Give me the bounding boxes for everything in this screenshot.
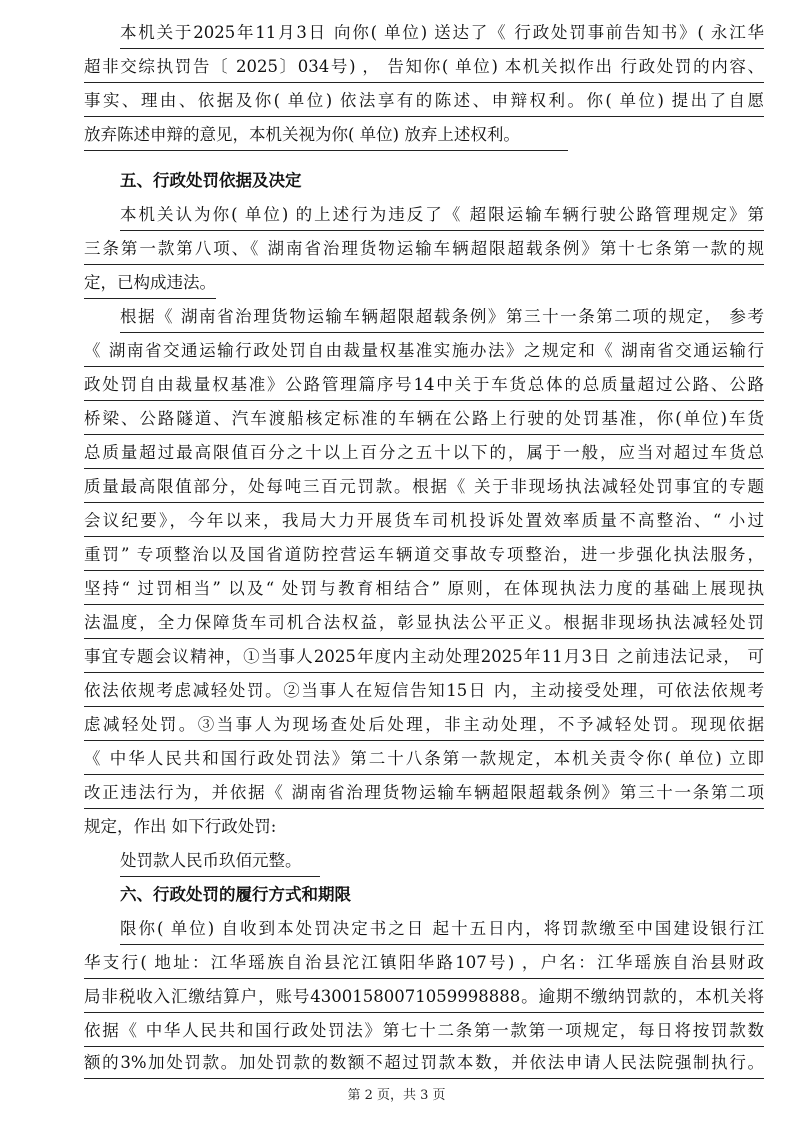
section5-para2-line-7: 会议纪要》，今年以来，我局大力开展货车司机投诉处置效率质量不高整治、“ 小过: [84, 506, 764, 537]
section5-para2-line-2: 《 湖南省交通运输行政处罚自由裁量权基准实施办法》之规定和《 湖南省交通运输行: [84, 336, 764, 367]
section5-para1-line-2: 三条第一款第八项、《 湖南省治理货物运输车辆超限超载条例》第十七条第一款的规: [84, 234, 764, 265]
section5-para1-line-1: 本机关认为你( 单位) 的上述行为违反了《 超限运输车辆行驶公路管理规定》第: [120, 200, 764, 231]
section5-para2-line-13: 虑减轻处罚。③当事人为现场查处后处理，非主动处理，不予减轻处罚。现现依据: [84, 710, 764, 741]
section5-para2-line-15: 改正违法行为，并依据《 湖南省治理货物运输车辆超限超载条例》第三十一条第二项: [84, 778, 764, 809]
section6-heading: 六、行政处罚的履行方式和期限: [120, 885, 351, 904]
penalty-amount: 处罚款人民币玖佰元整。: [120, 846, 320, 877]
section5-para1-line-3: 定，已构成违法。: [84, 268, 216, 299]
section5-para2-line-6: 质量最高限值部分，处每吨三百元罚款。根据《 关于非现场执法减轻处罚事宜的专题: [84, 472, 764, 503]
section5-para2-line-10: 法温度，全力保障货车司机合法权益，彰显执法公平正义。根据非现场执法减轻处罚: [84, 608, 764, 639]
section6-line-3: 局非税收入汇缴结算户，账号43001580071059998888。逾期不缴纳罚款的，本机关将: [84, 982, 764, 1013]
section5-para2-line-8: 重罚” 专项整治以及国省道防控营运车辆道交事故专项整治，进一步强化执法服务，: [84, 540, 764, 571]
section5-para2-line-5: 总质量超过最高限值百分之十以上百分之五十以下的，属于一般，应当对超过车货总: [84, 438, 764, 469]
page-number: 第 2 页，共 3 页: [347, 1088, 446, 1103]
section5-para2-line-3: 政处罚自由裁量权基准》公路管理篇序号14中关于车货总体的总质量超过公路、公路: [84, 370, 764, 401]
paragraph1-line-4: 放弃陈述申辩的意见，本机关视为你( 单位) 放弃上述权利。: [84, 120, 568, 151]
section6-line-4: 依据《 中华人民共和国行政处罚法》第七十二条第一款第一项规定，每日将按罚款数: [84, 1016, 764, 1047]
section5-para2-line-12: 依法依规考虑减轻处罚。②当事人在短信告知15日 内，主动接受处理，可依法依规考: [84, 676, 764, 707]
section5-para2-line-11: 事宜专题会议精神，①当事人2025年度内主动处理2025年11月3日 之前违法记录， 可: [84, 642, 764, 673]
section5-para2-line-16: 规定，作出 如下行政处罚:: [84, 817, 277, 836]
section5-heading: 五、行政处罚依据及决定: [120, 171, 302, 190]
section5-para2-line-1: 根据《 湖南省治理货物运输车辆超限超载条例》第三十一条第二项的规定， 参考: [120, 302, 764, 333]
section5-para2-line-9: 坚持“ 过罚相当” 以及“ 处罚与教育相结合” 原则，在体现执法力度的基础上展现执: [84, 574, 764, 605]
paragraph1-line-1: 本机关于2025年11月3日 向你( 单位) 送达了《 行政处罚事前告知书》( 永江华: [120, 18, 764, 49]
paragraph1-line-2: 超非交综执罚告〔 2025〕034号) ， 告知你( 单位) 本机关拟作出 行政处罚的内容、: [84, 52, 764, 83]
section6-line-5: 额的3%加处罚款。加处罚款的数额不超过罚款本数，并依法申请人民法院强制执行。: [84, 1048, 764, 1079]
section6-line-2: 华支行( 地址：江华瑶族自治县沱江镇阳华路107号) ，户名：江华瑶族自治县财政: [84, 948, 764, 979]
section5-para2-line-14: 《 中华人民共和国行政处罚法》第二十八条第一款规定，本机关责令你( 单位) 立即: [84, 744, 764, 775]
section5-para2-line-4: 桥梁、公路隧道、汽车渡船核定标准的车辆在公路上行驶的处罚基准，你(单位)车货: [84, 404, 764, 435]
paragraph1-line-3: 事实、理由、依据及你( 单位) 依法享有的陈述、申辩权利。你( 单位) 提出了自愿: [84, 86, 764, 117]
section6-line-1: 限你( 单位) 自收到本处罚决定书之日 起十五日内，将罚款缴至中国建设银行江: [120, 914, 764, 945]
